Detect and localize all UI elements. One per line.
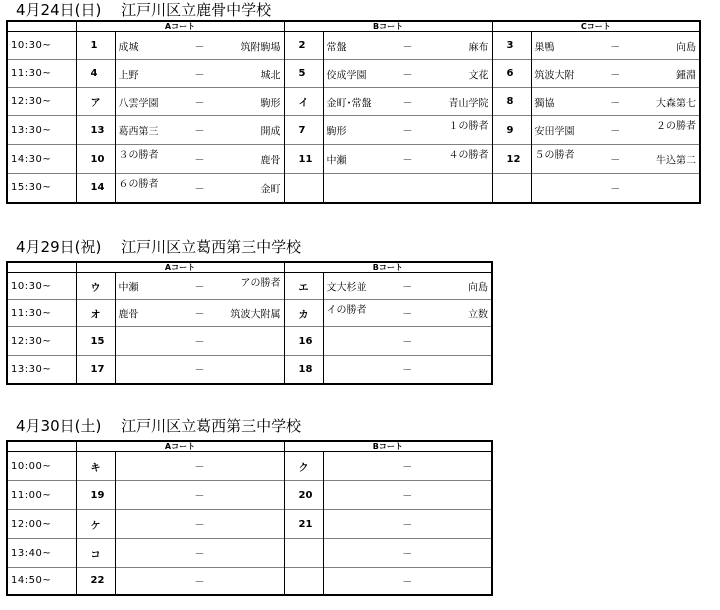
team-b: 城北 [260,70,281,81]
time-slot-row [7,145,700,174]
section-title: 4月29日(祝) 江戸川区立葛西第三中学校 [16,238,302,256]
time-slot-row [7,568,492,595]
versus-dash: － [194,577,205,589]
match-teams [115,60,284,88]
schedule-table [6,440,493,596]
versus-dash: － [194,70,205,81]
match-teams [323,60,492,88]
match-number: 3 [492,32,531,60]
match-teams [115,452,284,481]
time-slot-row [7,356,492,384]
time-slot-row [7,273,492,300]
time-cell: 10:30~ [7,273,76,300]
match-teams [115,145,284,174]
match-teams [323,300,492,327]
versus-dash: － [402,549,413,561]
match-teams [115,300,284,327]
team-a: 安田学園 [534,126,575,138]
time-cell: 13:30~ [7,116,76,145]
versus-dash: － [610,70,621,81]
match-number: 13 [76,116,115,145]
match-teams [115,174,284,203]
time-cell: 14:30~ [7,145,76,174]
court-header-row [7,441,492,452]
match-teams [323,88,492,116]
team-b: 筑附駒場 [240,42,281,53]
team-a: イの勝者 [326,305,367,316]
team-b: 筑波大附属 [230,309,281,321]
team-b: 文花 [468,70,489,81]
time-slot-row [7,32,700,60]
time-cell: 15:30~ [7,174,76,203]
versus-dash: － [402,309,413,321]
match-number [284,174,323,203]
time-cell: 14:50~ [7,568,76,595]
match-teams [115,481,284,510]
match-number: キ [76,452,115,481]
team-a: 上野 [118,70,139,81]
match-number: 16 [284,327,323,356]
schedule-table [6,261,493,385]
court-header-row [7,262,492,273]
match-teams [115,273,284,300]
match-teams [323,356,492,384]
match-number: 5 [284,60,323,88]
team-b: 向島 [676,42,697,53]
match-teams [323,32,492,60]
match-teams [531,116,700,145]
match-teams [323,539,492,568]
team-a: 中瀬 [326,155,347,167]
versus-dash: － [402,155,413,167]
team-a: 筑波大附 [534,70,575,81]
match-number: 17 [76,356,115,384]
match-number: ケ [76,510,115,539]
versus-dash: － [402,520,413,532]
versus-dash: － [194,462,205,474]
match-teams [531,88,700,116]
match-number: 15 [76,327,115,356]
section-title: 4月30日(土) 江戸川区立葛西第三中学校 [16,417,302,435]
match-number: 22 [76,568,115,595]
time-cell: 13:40~ [7,539,76,568]
match-teams [323,145,492,174]
versus-dash: － [402,42,413,53]
match-number: 11 [284,145,323,174]
match-teams [323,116,492,145]
versus-dash: － [402,282,413,294]
versus-dash: － [194,184,205,196]
team-b: 開成 [260,126,281,138]
match-number: 14 [76,174,115,203]
time-slot-row [7,510,492,539]
match-number: 8 [492,88,531,116]
team-a: 成城 [118,42,139,53]
team-a: 中瀬 [118,282,139,294]
match-teams [323,452,492,481]
versus-dash: － [610,155,621,167]
versus-dash: － [610,126,621,138]
versus-dash: － [194,365,205,377]
versus-dash: － [194,491,205,503]
versus-dash: － [194,309,205,321]
match-teams [531,32,700,60]
match-number: 12 [492,145,531,174]
versus-dash: － [194,98,205,109]
time-slot-row [7,539,492,568]
team-b: アの勝者 [240,278,281,289]
team-a: ５の勝者 [534,150,575,161]
versus-dash: － [194,155,205,167]
match-number [284,539,323,568]
time-cell: 10:30~ [7,32,76,60]
match-number [492,174,531,203]
match-number: 18 [284,356,323,384]
versus-dash: － [194,282,205,294]
versus-dash: － [402,70,413,81]
court-header-row [7,21,700,32]
versus-dash: － [194,42,205,53]
versus-dash: － [194,549,205,561]
match-number: オ [76,300,115,327]
team-b: 鹿骨 [260,155,281,167]
court-header: Bコート [284,441,492,452]
time-slot-row [7,481,492,510]
match-number: ウ [76,273,115,300]
time-cell: 12:30~ [7,88,76,116]
match-number: 10 [76,145,115,174]
match-teams [115,568,284,595]
team-a: 八雲学園 [118,98,159,109]
match-teams [531,174,700,203]
team-b: 駒形 [260,98,281,109]
match-teams [531,60,700,88]
match-number [284,568,323,595]
team-b: 大森第七 [656,98,697,109]
team-b: 鍾淵 [676,70,697,81]
team-a: 葛西第三 [118,126,159,138]
match-number: イ [284,88,323,116]
match-teams [115,327,284,356]
versus-dash: － [194,126,205,138]
versus-dash: － [402,98,413,109]
match-number: ク [284,452,323,481]
time-cell: 12:00~ [7,510,76,539]
match-number: コ [76,539,115,568]
versus-dash: － [402,365,413,377]
versus-dash: － [194,337,205,349]
court-header: Aコート [76,21,284,32]
versus-dash: － [402,462,413,474]
match-teams [115,539,284,568]
court-header: Cコート [492,21,700,32]
team-b: 立数 [468,309,489,321]
time-cell: 13:30~ [7,356,76,384]
match-teams [323,273,492,300]
match-number: カ [284,300,323,327]
match-number: 19 [76,481,115,510]
versus-dash: － [610,184,621,196]
versus-dash: － [402,337,413,349]
court-header: Bコート [284,262,492,273]
versus-dash: － [402,126,413,138]
team-b: ４の勝者 [448,150,489,161]
match-teams [115,32,284,60]
match-number: 20 [284,481,323,510]
team-a: 獨協 [534,98,555,109]
time-cell: 11:30~ [7,300,76,327]
team-b: 向島 [468,282,489,294]
time-slot-row [7,174,700,203]
match-number: 4 [76,60,115,88]
team-a: 鹿骨 [118,309,139,321]
time-cell: 11:30~ [7,60,76,88]
match-teams [115,116,284,145]
versus-dash: － [610,42,621,53]
time-slot-row [7,88,700,116]
team-a: ３の勝者 [118,150,159,161]
header-blank [7,21,76,32]
time-slot-row [7,452,492,481]
time-slot-row [7,300,492,327]
versus-dash: － [402,491,413,503]
match-number: 7 [284,116,323,145]
team-a: 金町･常盤 [326,98,372,109]
section-title: 4月24日(日) 江戸川区立鹿骨中学校 [16,1,272,19]
header-blank [7,262,76,273]
team-a: 佼成学園 [326,70,367,81]
time-cell: 11:00~ [7,481,76,510]
team-a: ６の勝者 [118,179,159,190]
time-slot-row [7,116,700,145]
team-a: 常盤 [326,42,347,53]
match-number: 21 [284,510,323,539]
time-slot-row [7,60,700,88]
match-number: ア [76,88,115,116]
team-b: 青山学院 [448,98,489,109]
versus-dash: － [610,98,621,109]
match-teams [323,510,492,539]
versus-dash: － [402,577,413,589]
team-b: ２の勝者 [656,121,697,132]
versus-dash: － [194,520,205,532]
team-a: 駒形 [326,126,347,138]
match-teams [115,510,284,539]
team-b: １の勝者 [448,121,489,132]
match-number: 2 [284,32,323,60]
match-number: エ [284,273,323,300]
schedule-table [6,20,701,204]
match-teams [115,356,284,384]
team-a: 巣鴨 [534,42,555,53]
team-b: 麻布 [468,42,489,53]
time-cell: 10:00~ [7,452,76,481]
court-header: Bコート [284,21,492,32]
court-header: Aコート [76,441,284,452]
match-number: 1 [76,32,115,60]
court-header: Aコート [76,262,284,273]
time-slot-row [7,327,492,356]
match-teams [323,327,492,356]
match-number: 6 [492,60,531,88]
match-teams [531,145,700,174]
team-b: 牛込第二 [656,155,697,167]
header-blank [7,441,76,452]
match-teams [115,88,284,116]
time-cell: 12:30~ [7,327,76,356]
match-teams [323,568,492,595]
match-teams [323,174,492,203]
match-number: 9 [492,116,531,145]
team-a: 文大杉並 [326,282,367,294]
match-teams [323,481,492,510]
team-b: 金町 [260,184,281,196]
